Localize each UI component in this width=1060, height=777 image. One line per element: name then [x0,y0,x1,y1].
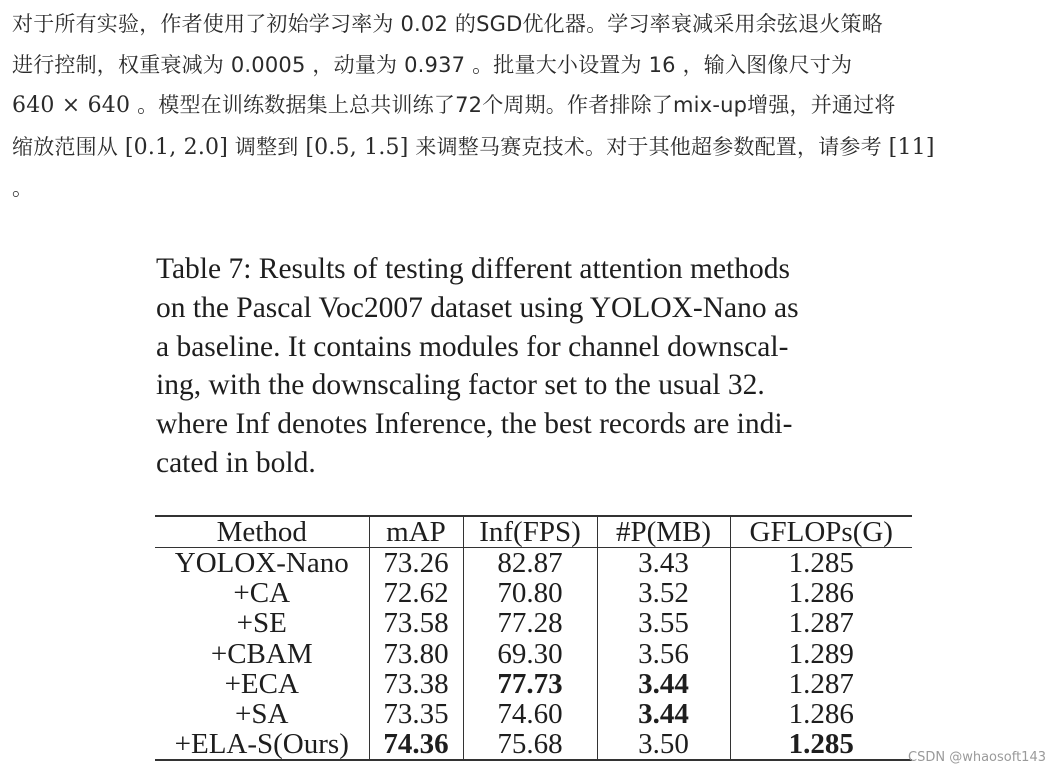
cell-fps: 74.60 [463,699,597,729]
table-row [155,578,912,608]
paragraph-line-2: 进行控制，权重衰减为 0.0005 ，动量为 0.937 。批量大小设置为 16 ，输入图像尺寸为 [12,52,853,77]
math-image-size: 640 × 640 [12,93,131,118]
cell-gflops: 1.286 [730,699,912,729]
cell-gflops: 1.285 [730,548,912,579]
cell-fps: 77.28 [463,608,597,638]
caption-line: ing, with the downscaling factor set to the usual 32. [156,369,765,402]
cell-params-best: 3.44 [597,669,730,699]
cell-map: 73.38 [369,669,463,699]
caption-line: a baseline. It contains modules for channel downscal- [156,330,789,363]
cell-method: +ECA [224,667,299,700]
cell-fps: 75.68 [463,729,597,760]
table-row [155,669,912,699]
cell-map-best: 74.36 [369,729,463,760]
cell-map: 73.80 [369,639,463,669]
header-map: mAP [369,516,463,548]
cell-params: 3.52 [597,578,730,608]
header-params: #P(MB) [597,516,730,548]
table-row [155,608,912,638]
cell-params: 3.55 [597,608,730,638]
cell-gflops: 1.289 [730,639,912,669]
cell-fps-best: 77.73 [463,669,597,699]
cell-params: 3.43 [597,548,730,579]
cell-fps: 70.80 [463,578,597,608]
cell-map: 73.35 [369,699,463,729]
table-header-row [155,516,912,548]
cell-map: 73.58 [369,608,463,638]
math-range-new: [0.5, 1.5] [305,134,409,160]
table-row [155,729,912,760]
cell-method: +ELA-S(Ours) [174,728,349,761]
cell-map: 73.26 [369,548,463,579]
caption-line: Table 7: Results of testing different attention methods [156,253,790,285]
caption-line: on the Pascal Voc2007 dataset using YOLOX-Nano as [156,291,799,324]
results-table-container [155,515,912,761]
header-method: Method [155,516,369,548]
paragraph-line-3: 640 × 640 。模型在训练数据集上总共训练了72个周期。作者排除了mix-up增强，并通过将 [12,93,896,118]
watermark: CSDN @whaosoft143 [908,750,1046,765]
math-range-old: [0.1, 2.0] [124,134,229,160]
paragraph-line-5: 。 [12,176,34,200]
cell-map: 72.62 [369,578,463,608]
cell-method: +CBAM [210,637,313,670]
cell-method: YOLOX-Nano [174,547,349,580]
cell-fps: 82.87 [463,548,597,579]
paragraph-line-1: 对于所有实验，作者使用了初始学习率为 0.02 的SGD优化器。学习率衰减采用余弦退火策略 [12,12,883,36]
table-row [155,639,912,669]
cell-gflops: 1.287 [730,669,912,699]
cell-gflops: 1.286 [730,578,912,608]
cell-params: 3.56 [597,639,730,669]
header-inf-fps: Inf(FPS) [463,516,597,548]
cell-gflops-best: 1.285 [730,729,912,760]
header-gflops: GFLOPs(G) [730,516,912,548]
cell-method: +SE [236,607,287,640]
caption-line: cated in bold. [156,446,316,479]
table-caption [156,250,916,483]
cell-method: +SA [235,698,289,731]
results-table [155,515,912,761]
cell-method: +CA [233,577,291,610]
caption-line: where Inf denotes Inference, the best records are indi- [156,408,793,441]
cell-params-best: 3.44 [597,699,730,729]
table-row [155,699,912,729]
paragraph-line-4: 缩放范围从 [0.1, 2.0] 调整到 [0.5, 1.5] 来调整马赛克技术。对于其他超参数配置，请参考 [11] [12,134,935,160]
cell-gflops: 1.287 [730,608,912,638]
table-row [155,548,912,579]
cell-fps: 69.30 [463,639,597,669]
citation-link[interactable]: [11] [888,134,935,160]
cell-params: 3.50 [597,729,730,760]
body-paragraph [12,4,1052,209]
